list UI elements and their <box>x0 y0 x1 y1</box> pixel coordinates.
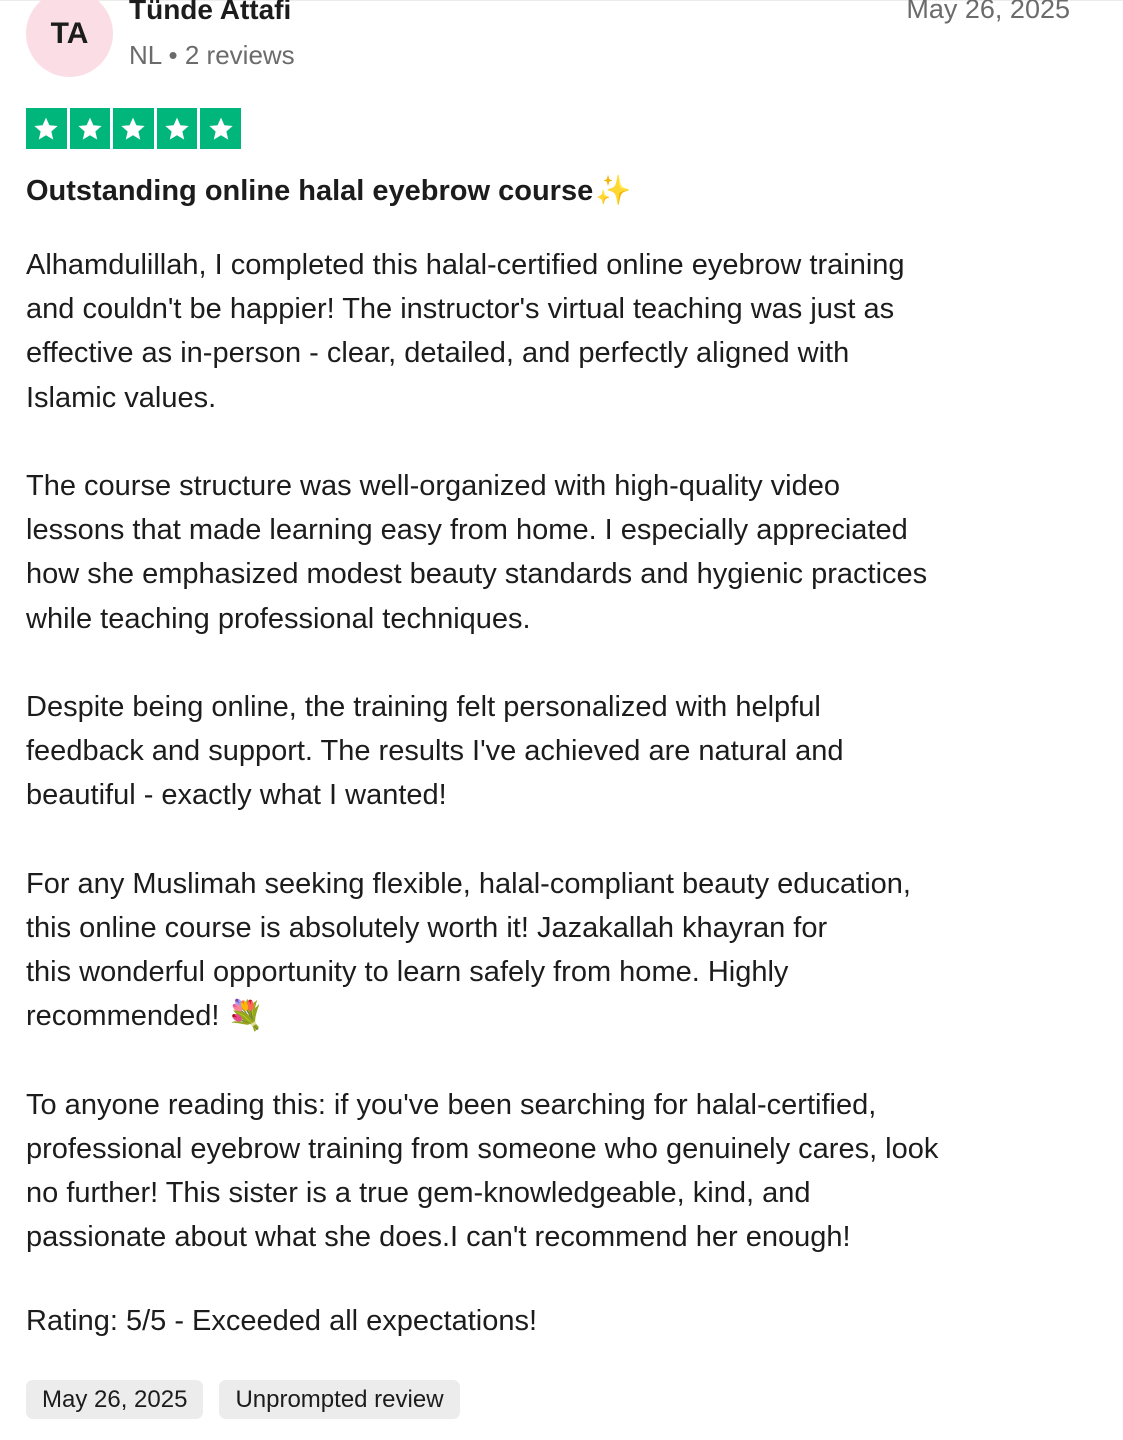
date-chip: May 26, 2025 <box>26 1380 203 1419</box>
bouquet-emoji: 💐 <box>219 1000 264 1033</box>
avatar[interactable] <box>26 0 113 77</box>
star-icon <box>157 108 198 149</box>
review-chips <box>26 1380 460 1419</box>
review-line: this wonderful opportunity to learn safely from home. Highly <box>26 956 789 989</box>
review-line: professional eyebrow training from someone who genuinely cares, look <box>26 1133 939 1165</box>
review-line: Despite being online, the training felt personalized with helpful <box>26 691 821 723</box>
review-line: For any Muslimah seeking flexible, halal-compliant beauty education, <box>26 867 911 900</box>
unprompted-review-chip[interactable]: Unprompted review <box>219 1380 459 1419</box>
review-line: this online course is absolutely worth it! Jazakallah khayran for <box>26 912 828 944</box>
reviewer-review-count[interactable]: 2 reviews <box>184 40 295 70</box>
review-line: feedback and support. The results I've achieved are natural and <box>26 735 844 768</box>
star-icon <box>70 108 111 149</box>
review-paragraph <box>26 862 1076 1039</box>
star-icon <box>26 108 67 149</box>
star-icon <box>200 108 241 149</box>
review-line: lessons that made learning easy from home. I especially appreciated <box>26 514 908 547</box>
reviewer-name[interactable]: Tünde Attafi <box>129 0 292 25</box>
review-paragraph <box>26 1083 1076 1260</box>
meta-separator: • <box>168 40 178 70</box>
review-line: Islamic values. <box>26 381 217 414</box>
review-body <box>26 243 1076 1304</box>
review-line: beautiful - exactly what I wanted! <box>26 779 447 812</box>
review-line: passionate about what she does.I can't recommend her enough! <box>26 1221 851 1254</box>
review-title-text: Outstanding online halal eyebrow course <box>26 175 594 207</box>
review-line: how she emphasized modest beauty standards and hygienic practices <box>26 558 928 591</box>
sparkle-emoji: ✨ <box>595 175 632 207</box>
review-line: The course structure was well-organized with high-quality video <box>26 470 840 502</box>
review-paragraph <box>26 243 1076 420</box>
avatar-initials: TA <box>50 16 89 50</box>
review-line: while teaching professional techniques. <box>26 602 531 635</box>
review-paragraph <box>26 464 1076 641</box>
rating-summary: Rating: 5/5 - Exceeded all expectations! <box>26 1305 538 1337</box>
review-line: effective as in-person - clear, detailed, and perfectly aligned with <box>26 337 850 370</box>
review-line: To anyone reading this: if you've been searching for halal-certified, <box>26 1088 877 1121</box>
star-icon <box>113 108 154 149</box>
review-line: no further! This sister is a true gem-knowledgeable, kind, and <box>26 1177 811 1210</box>
review-line: and couldn't be happier! The instructor's virtual teaching was just as <box>26 293 895 326</box>
review-line: Alhamdulillah, I completed this halal-certified online eyebrow training <box>26 249 905 281</box>
reviewer-meta <box>129 40 295 71</box>
review-paragraph <box>26 685 1076 818</box>
review-date: May 26, 2025 <box>906 0 1070 24</box>
star-rating <box>26 108 241 149</box>
reviewer-country: NL <box>129 40 162 70</box>
review-title[interactable] <box>26 174 631 208</box>
review-line: recommended! 💐 <box>26 1000 264 1033</box>
